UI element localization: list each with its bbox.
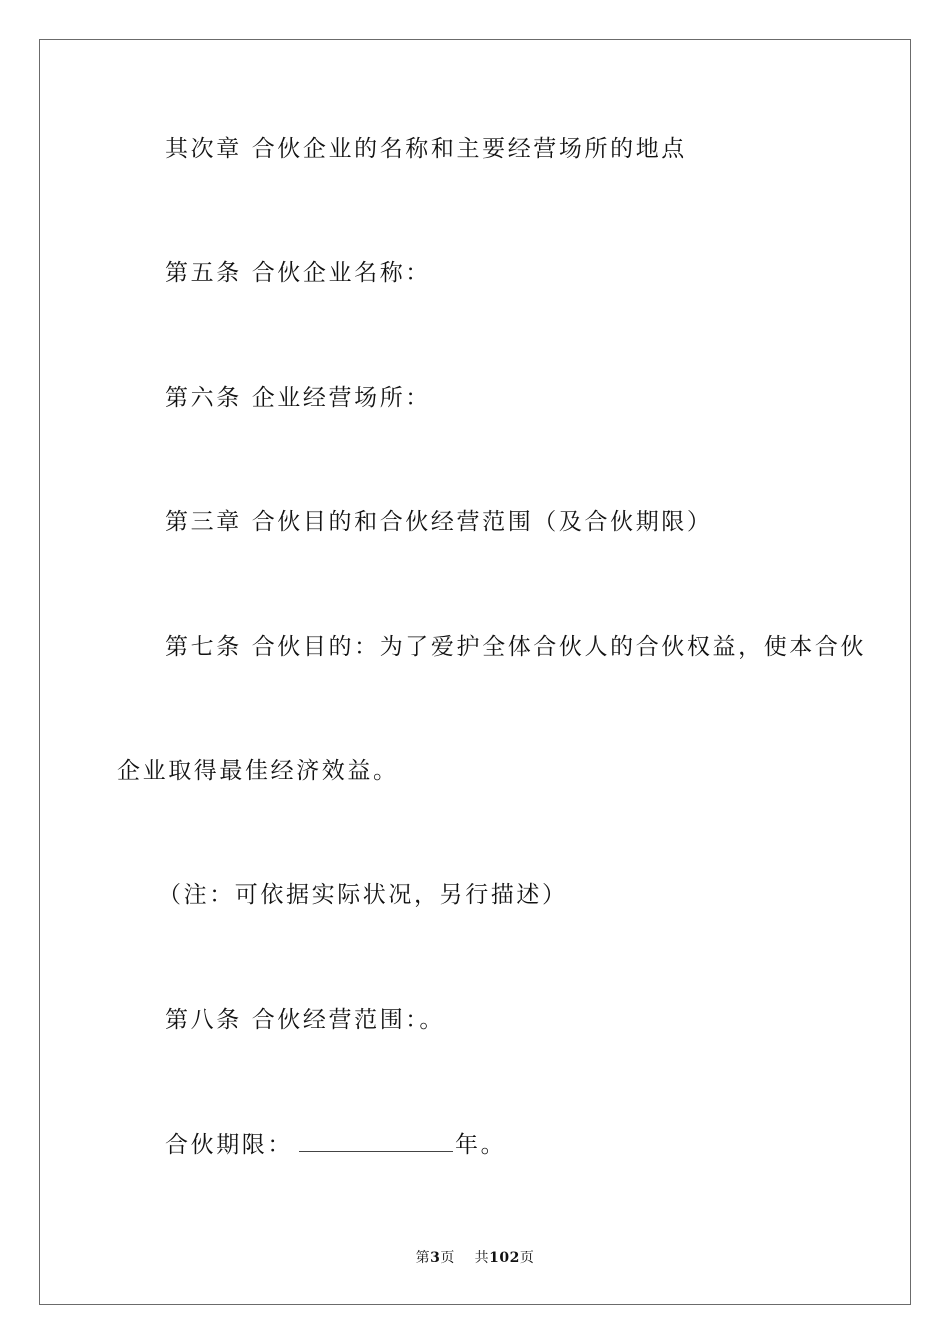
footer-page-suffix: 页 — [440, 1250, 455, 1266]
article-5-text: 第五条 合伙企业名称： — [165, 260, 431, 286]
footer-total-suffix: 页 — [519, 1250, 535, 1266]
article-8-text: 第八条 合伙经营范围：。 — [165, 1007, 446, 1033]
partnership-term-label: 合伙期限： — [165, 1132, 293, 1158]
article-7-text: 第七条 合伙目的：为了爱护全体合伙人的合伙权益，使本合伙 — [165, 634, 867, 660]
chapter-2-heading: 其次章 合伙企业的名称和主要经营场所的地点 — [165, 136, 687, 162]
footer-total-pages: 102 — [489, 1250, 520, 1266]
partnership-term-suffix: 年。 — [455, 1132, 507, 1158]
footer-page-prefix: 第 — [415, 1250, 431, 1266]
article-6-text: 第六条 企业经营场所： — [165, 385, 431, 411]
page-footer — [0, 1247, 950, 1267]
chapter-3-heading: 第三章 合伙目的和合伙经营范围（及合伙期限） — [165, 509, 713, 535]
term-blank-field — [299, 1133, 453, 1152]
note-text: （注：可依据实际状况，另行描述） — [158, 882, 568, 908]
partnership-term-line — [165, 1133, 506, 1157]
footer-page-number: 3 — [430, 1250, 441, 1266]
footer-total-prefix: 共 — [474, 1250, 490, 1266]
article-7-continuation: 企业取得最佳经济效益。 — [117, 758, 399, 784]
page-border — [39, 39, 911, 1305]
